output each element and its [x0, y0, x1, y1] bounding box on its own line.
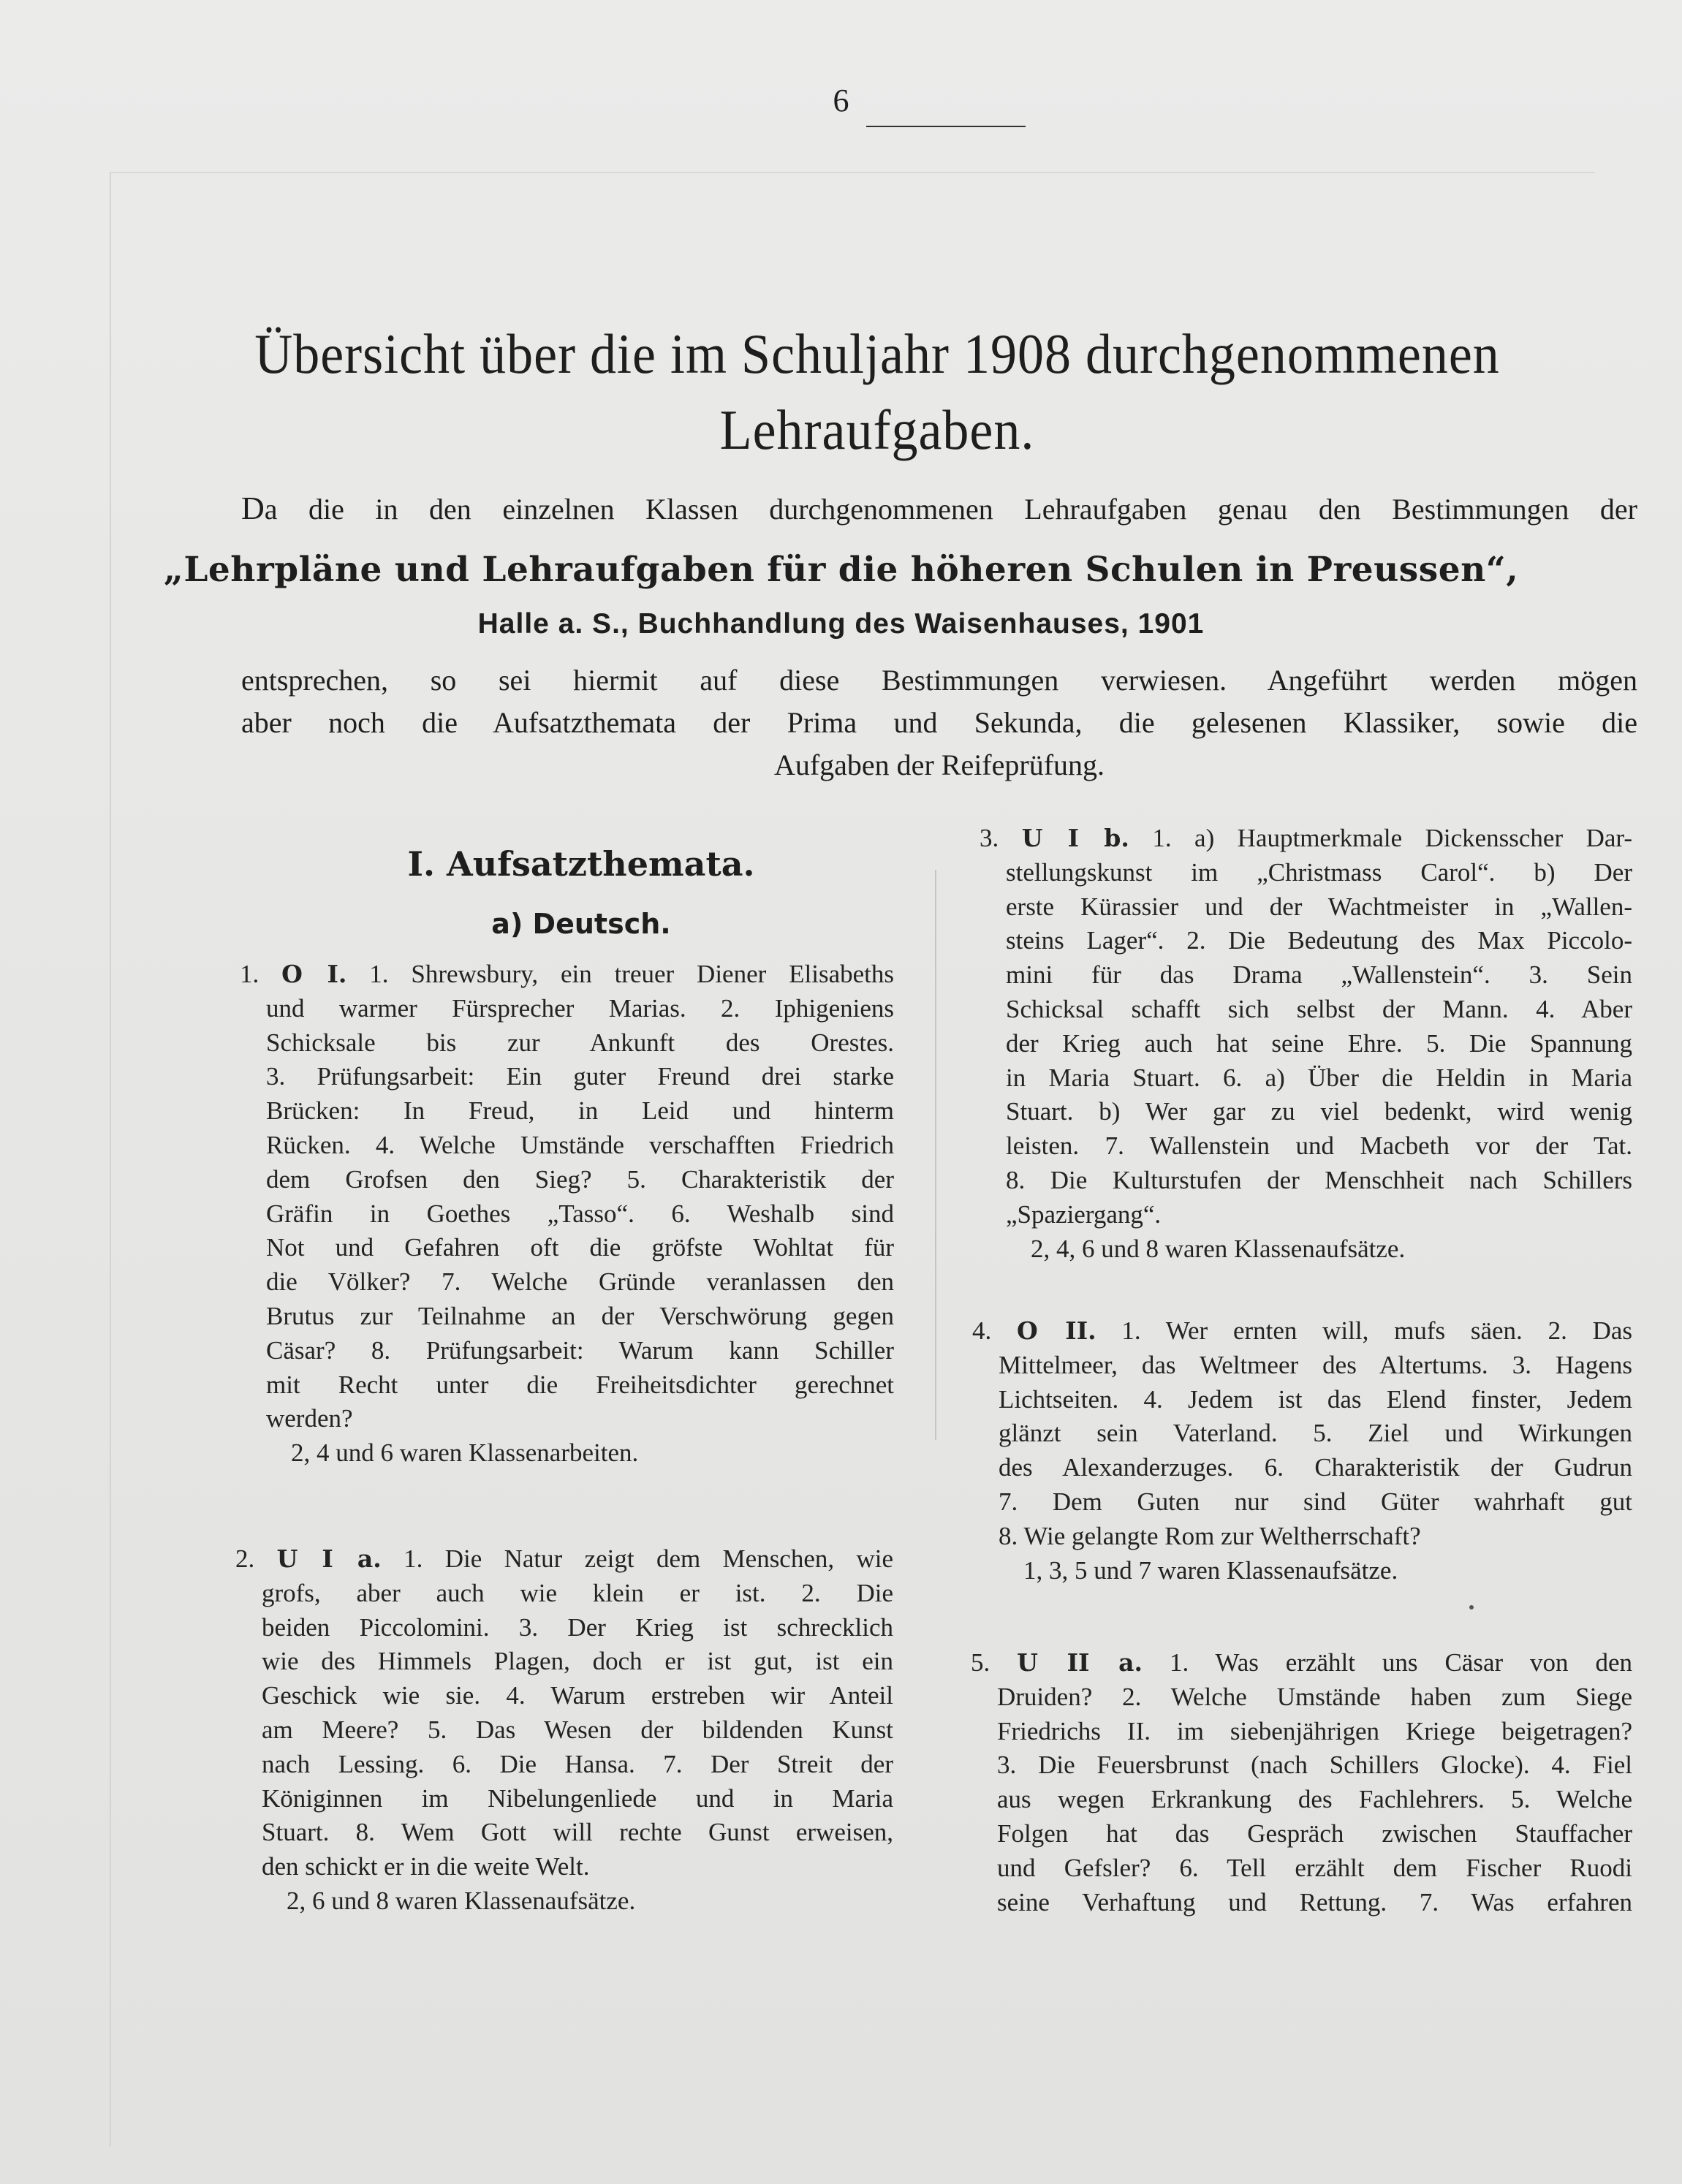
entry-class: U I a. [276, 1544, 382, 1573]
entry-line: 8. Die Kulturstufen der Menschheit nach Schillers [1006, 1165, 1632, 1194]
page-number-rule [866, 126, 1026, 127]
entry-line: 7. Dem Guten nur sind Güter wahrhaft gut [999, 1487, 1632, 1516]
entry-line: Cäsar? 8. Prüfungsarbeit: Warum kann Schiller [266, 1335, 894, 1365]
title-line-2: Lehraufgaben. [719, 398, 1035, 462]
entry-line: Königinnen im Nibelungenliede und in Maria [262, 1783, 893, 1813]
entry-line: nach Lessing. 6. Die Hansa. 7. Der Streit der [262, 1749, 893, 1778]
entry-line: stellungskunst im „Christmass Carol“. b) Der [1006, 857, 1632, 887]
entry-note: 2, 4 und 6 waren Klassenarbeiten. [291, 1438, 639, 1468]
entry-text: 1. a) Hauptmerkmale Dickensscher Dar- [1152, 824, 1632, 852]
entry-line: Rücken. 4. Welche Umstände verschafften Friedrich [266, 1130, 894, 1159]
entry-u-i-b [980, 822, 1632, 1266]
entry-number: 2. [235, 1544, 255, 1573]
entry-line: des Alexanderzuges. 6. Charakteristik der Gudrun [999, 1453, 1632, 1482]
entry-line: und warmer Fürsprecher Marias. 2. Iphigeniens [266, 993, 894, 1023]
intro-first-line-text: a die in den einzelnen Klassen durchgenommenen Lehraufgaben genau den Bestimmungen der [264, 493, 1637, 526]
entry-first-line [240, 958, 894, 992]
entry-line: steins Lager“. 2. Die Bedeutung des Max Piccolo- [1006, 926, 1632, 955]
entry-line: Brutus zur Teilnahme an der Verschwörung gegen [266, 1301, 894, 1330]
entry-line: beiden Piccolomini. 3. Der Krieg ist schrecklich [262, 1612, 893, 1642]
entry-note: 1, 3, 5 und 7 waren Klassenaufsätze. [1023, 1555, 1398, 1585]
entry-line: 3. Prüfungsarbeit: Ein guter Freund drei starke [266, 1062, 894, 1091]
subsection-heading: a) Deutsch. [491, 908, 671, 940]
entry-line: mit Recht unter die Freiheitsdichter gerechnet [266, 1370, 894, 1399]
intro-paragraph [241, 659, 1637, 786]
entry-class: O I. [281, 960, 347, 988]
entry-line: Geschick wie sie. 4. Warum erstreben wir Anteil [262, 1681, 893, 1710]
entry-line: am Meere? 5. Das Wesen der bildenden Kunst [262, 1715, 893, 1744]
entry-line: 8. Wie gelangte Rom zur Weltherrschaft? [999, 1521, 1421, 1550]
entry-line: Not und Gefahren oft die gröfste Wohltat für [266, 1233, 894, 1262]
entry-line: mini für das Drama „Wallenstein“. 3. Sein [1006, 960, 1632, 990]
entry-o-ii [972, 1314, 1632, 1588]
entry-text: 1. Was erzählt uns Cäsar von den [1169, 1648, 1633, 1677]
entry-first-line [972, 1314, 1632, 1349]
entry-note: 2, 4, 6 und 8 waren Klassenaufsätze. [1031, 1234, 1406, 1263]
entry-line: Brücken: In Freud, in Leid und hinterm [266, 1096, 894, 1126]
entry-line: glänzt sein Vaterland. 5. Ziel und Wirkungen [999, 1419, 1632, 1448]
entry-class: U I b. [1021, 824, 1129, 852]
entry-line: werden? [266, 1404, 353, 1433]
intro-dropcap: D [241, 490, 265, 526]
print-speck [1469, 1605, 1474, 1609]
entry-line: Schicksale bis zur Ankunft des Orestes. [266, 1028, 894, 1057]
entry-line: Lichtseiten. 4. Jedem ist das Elend finster, Jedem [999, 1384, 1632, 1414]
entry-line: Folgen hat das Gespräch zwischen Stauffacher [997, 1819, 1632, 1848]
entry-line: der Krieg auch hat seine Ehre. 5. Die Spannung [1006, 1028, 1632, 1058]
entry-number: 1. [240, 960, 260, 988]
entry-line: Stuart. 8. Wem Gott will rechte Gunst erweisen, [262, 1818, 893, 1847]
entry-text: 1. Die Natur zeigt dem Menschen, wie [404, 1544, 893, 1573]
intro-line: Aufgaben der Reifeprüfung. [773, 748, 1105, 781]
title-line-1: Übersicht über die im Schuljahr 1908 durchgenommenen [254, 322, 1500, 386]
intro-line: entsprechen, so sei hiermit auf diese Bestimmungen verwiesen. Angeführt werden mögen [241, 664, 1637, 697]
entry-number: 5. [971, 1648, 990, 1677]
page-number: 6 [833, 83, 849, 118]
entry-line: wie des Himmels Plagen, doch er ist gut, ist ein [262, 1647, 893, 1676]
book-title: „Lehrpläne und Lehraufgaben für die höheren Schulen in Preussen“, [163, 550, 1519, 590]
entry-line: erste Kürassier und der Wachtmeister in „Wallen- [1006, 892, 1632, 921]
entry-first-line [971, 1646, 1632, 1680]
entry-line: Stuart. b) Wer gar zu viel bedenkt, wird wenig [1006, 1097, 1632, 1126]
entry-line: grofs, aber auch wie klein er ist. 2. Die [262, 1578, 893, 1607]
entry-first-line [980, 822, 1632, 856]
entry-u-i-a [235, 1542, 893, 1919]
entry-line: aus wegen Erkrankung des Fachlehrers. 5. Welche [997, 1785, 1632, 1814]
entry-note: 2, 6 und 8 waren Klassenaufsätze. [287, 1886, 636, 1915]
entry-line: 3. Die Feuersbrunst (nach Schillers Glocke). 4. Fiel [997, 1751, 1632, 1780]
entry-o-i [240, 958, 894, 1471]
entry-line: Mittelmeer, das Weltmeer des Altertums. 3. Hagens [999, 1350, 1632, 1379]
entry-u-ii-a [971, 1646, 1632, 1919]
entry-text: 1. Shrewsbury, ein treuer Diener Elisabeths [369, 960, 895, 988]
entry-number: 3. [980, 824, 999, 852]
intro-first-line [241, 490, 1637, 527]
entry-line: seine Verhaftung und Rettung. 7. Was erfahren [997, 1887, 1632, 1916]
entry-number: 4. [972, 1316, 992, 1345]
entry-class: U II a. [1017, 1648, 1143, 1677]
entry-line: den schickt er in die weite Welt. [262, 1852, 590, 1881]
book-publisher: Halle a. S., Buchhandlung des Waisenhauses, 1901 [477, 608, 1205, 640]
entry-line: Gräfin in Goethes „Tasso“. 6. Weshalb sind [266, 1199, 894, 1228]
page-title [146, 316, 1608, 467]
intro-line: aber noch die Aufsatzthemata der Prima und Sekunda, die gelesenen Klassiker, sowie die [241, 706, 1637, 739]
entry-line: Druiden? 2. Welche Umstände haben zum Siege [997, 1682, 1632, 1711]
entry-line: dem Grofsen den Sieg? 5. Charakteristik der [266, 1164, 894, 1194]
entry-first-line [235, 1542, 893, 1577]
entry-line: die Völker? 7. Welche Gründe veranlassen den [266, 1267, 894, 1297]
section-heading: I. Aufsatzthemata. [407, 844, 755, 884]
entry-line: Friedrichs II. im siebenjährigen Kriege beigetragen? [997, 1716, 1632, 1745]
column-divider [935, 870, 936, 1440]
entry-line: „Spaziergang“. [1006, 1199, 1162, 1229]
entry-line: Schicksal schafft sich selbst der Mann. 4. Aber [1006, 994, 1632, 1023]
entry-text: 1. Wer ernten will, mufs säen. 2. Das [1121, 1316, 1633, 1345]
entry-line: und Gefsler? 6. Tell erzählt dem Fischer Ruodi [997, 1853, 1632, 1882]
entry-line: in Maria Stuart. 6. a) Über die Heldin in Maria [1006, 1063, 1632, 1092]
entry-class: O II. [1017, 1316, 1096, 1345]
entry-line: leisten. 7. Wallenstein und Macbeth vor der Tat. [1006, 1131, 1632, 1161]
